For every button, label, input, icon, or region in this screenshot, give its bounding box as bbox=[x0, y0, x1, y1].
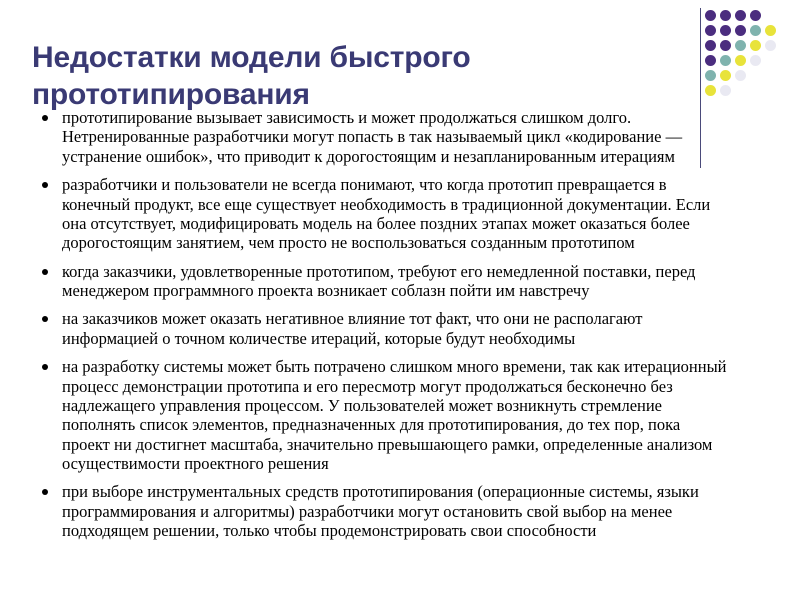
list-item: на заказчиков может оказать негативное влияние тот факт, что они не располагают информацией о точном количестве итераций, которые будут необходимы bbox=[30, 309, 730, 348]
decorative-dot bbox=[750, 25, 761, 36]
list-item: на разработку системы может быть потрачено слишком много времени, так как итерационный процесс демонстрации прототипа и его пересмотр могут продолжаться бесконечно без надлежащего управления процессом. У пользователей может возникнуть стремление пополнять список элементов, предназначенных для прототипирования, до тех пор, пока проект ни достигнет масштаба, значительно превышающего рамки, определенные анализом осуществимости проектного решения bbox=[30, 357, 730, 473]
list-item: прототипирование вызывает зависимость и может продолжаться слишком долго. Нетренированные разработчики могут попасть в так называемый цикл «кодирование — устранение ошибок», что приводит к дорогостоящим и незапланированным итерациям bbox=[30, 108, 730, 166]
decorative-dot bbox=[735, 55, 746, 66]
list-item: когда заказчики, удовлетворенные прототипом, требуют его немедленной поставки, перед менеджером программного проекта возникает соблазн пойти им навстречу bbox=[30, 262, 730, 301]
decorative-dot bbox=[735, 25, 746, 36]
decorative-dot bbox=[765, 25, 776, 36]
decorative-dot bbox=[705, 85, 716, 96]
bullet-list bbox=[30, 108, 730, 550]
decorative-dot bbox=[720, 55, 731, 66]
decorative-dot bbox=[705, 40, 716, 51]
decorative-dot bbox=[735, 40, 746, 51]
slide-title: Недостатки модели быстрого прототипирования bbox=[32, 41, 471, 111]
decorative-dot bbox=[720, 25, 731, 36]
decorative-dot bbox=[750, 40, 761, 51]
decorative-dot bbox=[705, 25, 716, 36]
decorative-dot bbox=[720, 40, 731, 51]
decorative-dot bbox=[705, 70, 716, 81]
list-item: разработчики и пользователи не всегда понимают, что когда прототип превращается в конечный продукт, все еще существует необходимость в традиционной документации. Если она отсутствует, модифицировать модель на более поздних этапах может оказаться более дорогостоящим занятием, чем просто не воспользоваться созданным прототипом bbox=[30, 175, 730, 253]
list-item: при выборе инструментальных средств прототипирования (операционные системы, языки программирования и алгоритмы) разработчики могут остановить свой выбор на менее подходящем решении, только чтобы продемонстрировать свои способности bbox=[30, 482, 730, 540]
decorative-dot bbox=[720, 10, 731, 21]
decorative-dot bbox=[750, 55, 761, 66]
decorative-dot bbox=[720, 70, 731, 81]
decorative-dot bbox=[705, 10, 716, 21]
decorative-dot bbox=[750, 10, 761, 21]
decorative-dot bbox=[720, 85, 731, 96]
decorative-dot bbox=[735, 70, 746, 81]
decorative-dot bbox=[705, 55, 716, 66]
dot-grid-decoration bbox=[705, 10, 785, 115]
decorative-dot bbox=[735, 10, 746, 21]
decorative-dot bbox=[765, 40, 776, 51]
